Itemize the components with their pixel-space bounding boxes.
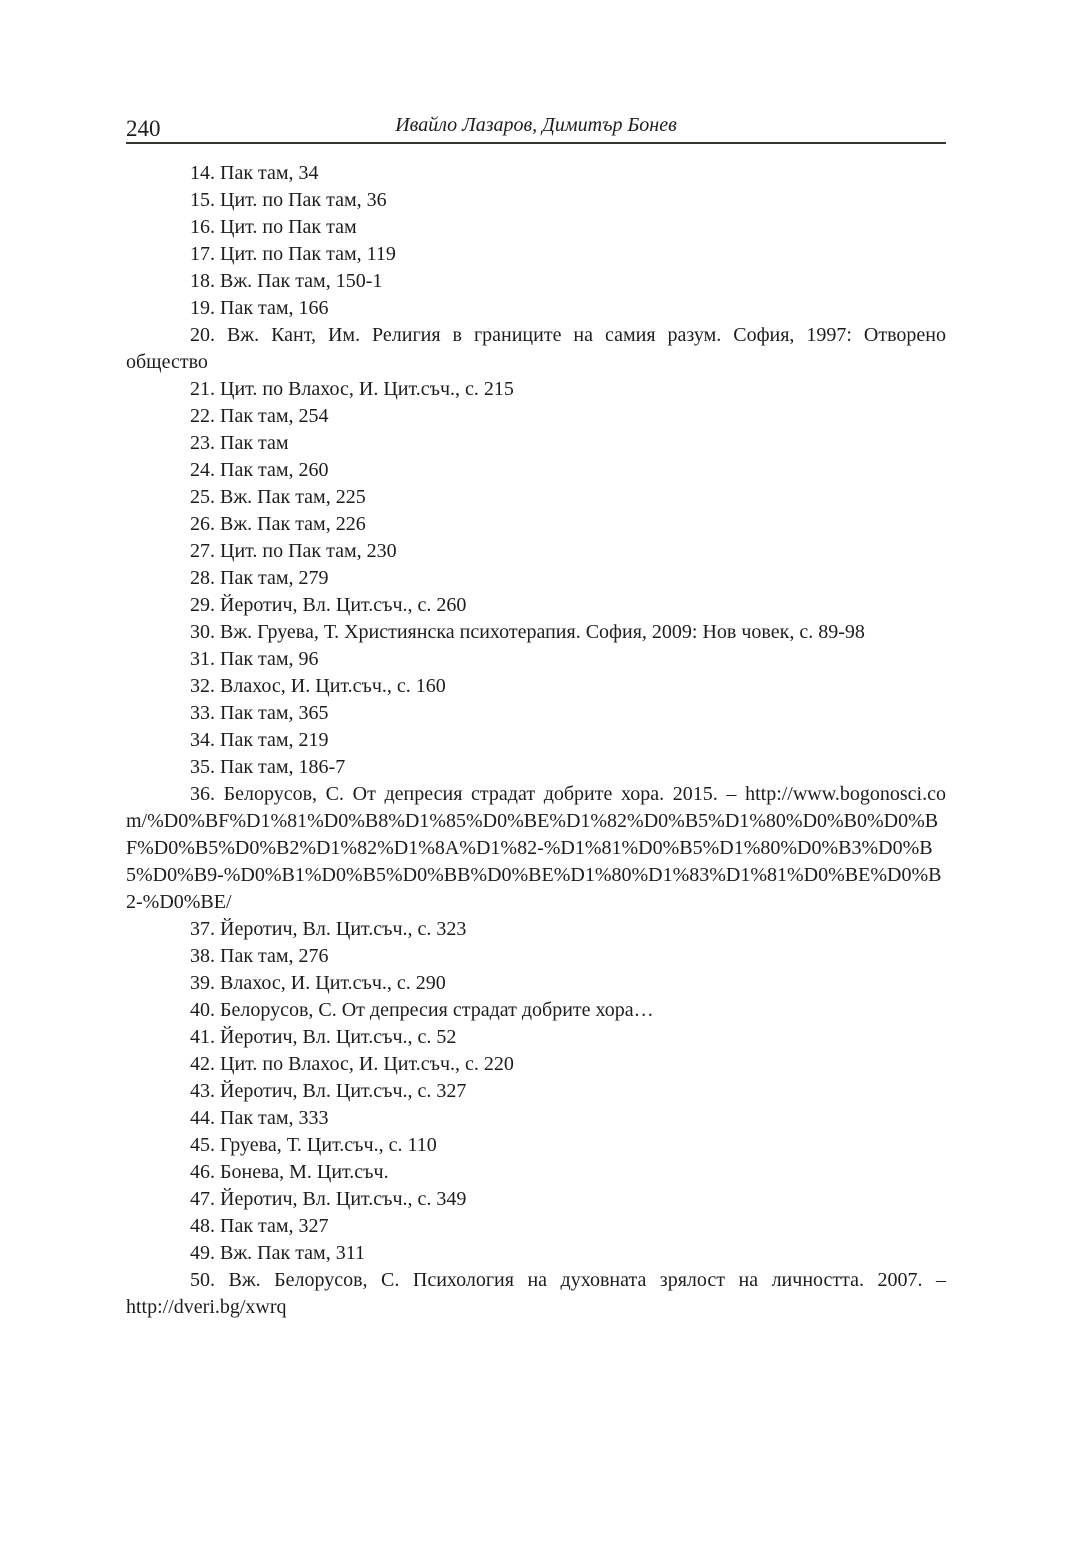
- footnote-39: [126, 970, 946, 997]
- footnote-text: 40. Белорусов, С. От депресия страдат добрите хора…: [190, 999, 654, 1021]
- footnote-url: http://dveri.bg/xwrq: [126, 1296, 287, 1318]
- footnote-41: [126, 1024, 946, 1051]
- footnote-text: 32. Влахос, И. Цит.съч., с. 160: [190, 675, 446, 697]
- footnote-text: 38. Пак там, 276: [190, 945, 329, 967]
- running-header: Ивайло Лазаров, Димитър Бонев: [395, 114, 677, 136]
- footnote-text: 44. Пак там, 333: [190, 1107, 329, 1129]
- footnote-text: 35. Пак там, 186-7: [190, 756, 346, 778]
- footnote-text: 14. Пак там, 34: [190, 162, 319, 184]
- footnote-40: [126, 997, 946, 1024]
- footnote-text: 18. Вж. Пак там, 150-1: [190, 270, 383, 292]
- footnote-text: 28. Пак там, 279: [190, 567, 329, 589]
- footnote-45: [126, 1132, 946, 1159]
- footnote-24: [126, 457, 946, 484]
- footnote-20: [126, 322, 946, 376]
- footnote-21: [126, 376, 946, 403]
- footnote-text: 19. Пак там, 166: [190, 297, 329, 319]
- footnote-text: 41. Йеротич, Вл. Цит.съч., с. 52: [190, 1026, 457, 1048]
- footnote-27: [126, 538, 946, 565]
- footnote-43: [126, 1078, 946, 1105]
- footnote-text: 46. Бонева, М. Цит.съч.: [190, 1161, 389, 1183]
- footnote-25: [126, 484, 946, 511]
- footnote-14: [126, 160, 946, 187]
- footnote-text: 15. Цит. по Пак там, 36: [190, 189, 387, 211]
- footnote-text: 22. Пак там, 254: [190, 405, 329, 427]
- footnote-text: 17. Цит. по Пак там, 119: [190, 243, 396, 265]
- footnote-text: 36. Белорусов, С. От депресия страдат добрите хора. 2015. –: [190, 783, 746, 805]
- footnote-text: 30. Вж. Груева, Т. Християнска психотерапия. София, 2009: Нов човек, с. 89-98: [190, 621, 865, 643]
- footnote-37: [126, 916, 946, 943]
- footnote-31: [126, 646, 946, 673]
- footnote-text: 47. Йеротич, Вл. Цит.съч., с. 349: [190, 1188, 467, 1210]
- footnote-35: [126, 754, 946, 781]
- footnote-30: [126, 619, 946, 646]
- footnote-38: [126, 943, 946, 970]
- footnote-50: [126, 1267, 946, 1321]
- page-number: 240: [126, 116, 161, 141]
- footnote-text: 39. Влахос, И. Цит.съч., с. 290: [190, 972, 446, 994]
- footnote-text: 42. Цит. по Влахос, И. Цит.съч., с. 220: [190, 1053, 514, 1075]
- footnote-text: 24. Пак там, 260: [190, 459, 329, 481]
- header-rule: [126, 142, 946, 144]
- footnote-text: 45. Груева, Т. Цит.съч., с. 110: [190, 1134, 437, 1156]
- footnote-29: [126, 592, 946, 619]
- footnotes-list: [126, 160, 946, 1321]
- footnote-text: 50. Вж. Белорусов, С. Психология на духовната зрялост на личността. 2007. –: [190, 1269, 946, 1291]
- footnote-26: [126, 511, 946, 538]
- footnote-16: [126, 214, 946, 241]
- footnote-49: [126, 1240, 946, 1267]
- footnote-42: [126, 1051, 946, 1078]
- footnote-23: [126, 430, 946, 457]
- footnote-text: 26. Вж. Пак там, 226: [190, 513, 366, 535]
- footnote-text: 27. Цит. по Пак там, 230: [190, 540, 397, 562]
- footnote-text: 48. Пак там, 327: [190, 1215, 329, 1237]
- footnote-text: 31. Пак там, 96: [190, 648, 319, 670]
- footnote-36: [126, 781, 946, 916]
- footnote-text: 43. Йеротич, Вл. Цит.съч., с. 327: [190, 1080, 467, 1102]
- footnote-text: 25. Вж. Пак там, 225: [190, 486, 366, 508]
- footnote-text: 29. Йеротич, Вл. Цит.съч., с. 260: [190, 594, 467, 616]
- page-header: [126, 108, 946, 142]
- footnote-46: [126, 1159, 946, 1186]
- footnote-text: 49. Вж. Пак там, 311: [190, 1242, 365, 1264]
- footnote-18: [126, 268, 946, 295]
- footnote-34: [126, 727, 946, 754]
- footnote-22: [126, 403, 946, 430]
- footnote-15: [126, 187, 946, 214]
- footnote-text: 16. Цит. по Пак там: [190, 216, 357, 238]
- footnote-text: 37. Йеротич, Вл. Цит.съч., с. 323: [190, 918, 467, 940]
- footnote-47: [126, 1186, 946, 1213]
- footnote-19: [126, 295, 946, 322]
- footnote-text: 34. Пак там, 219: [190, 729, 329, 751]
- footnote-28: [126, 565, 946, 592]
- footnote-48: [126, 1213, 946, 1240]
- footnote-17: [126, 241, 946, 268]
- footnote-text: 23. Пак там: [190, 432, 289, 454]
- footnote-32: [126, 673, 946, 700]
- footnote-text: 20. Вж. Кант, Им. Религия в границите на самия разум. София, 1997: Отворено общество: [126, 324, 946, 373]
- footnote-text: 33. Пак там, 365: [190, 702, 329, 724]
- footnote-44: [126, 1105, 946, 1132]
- footnote-url: http://www.bogonosci.com/%D0%BF%D1%81%D0%B8%D1%85%D0%BE%D1%82%D0%B5%D1%80%D0%B0%D0%BF%D0%B5%D0%B2%D1%82%D1%8A%D1%82-%D1%81%D0%B5%D1%80%D0%B3%D0%B5%D0%B9-%D0%B1%D0%B5%D0%BB%D0%BE%D1%80%D1%83%D1%81%D0%BE%D0%B2-%D0%BE/: [126, 783, 946, 913]
- footnote-33: [126, 700, 946, 727]
- footnote-text: 21. Цит. по Влахос, И. Цит.съч., с. 215: [190, 378, 514, 400]
